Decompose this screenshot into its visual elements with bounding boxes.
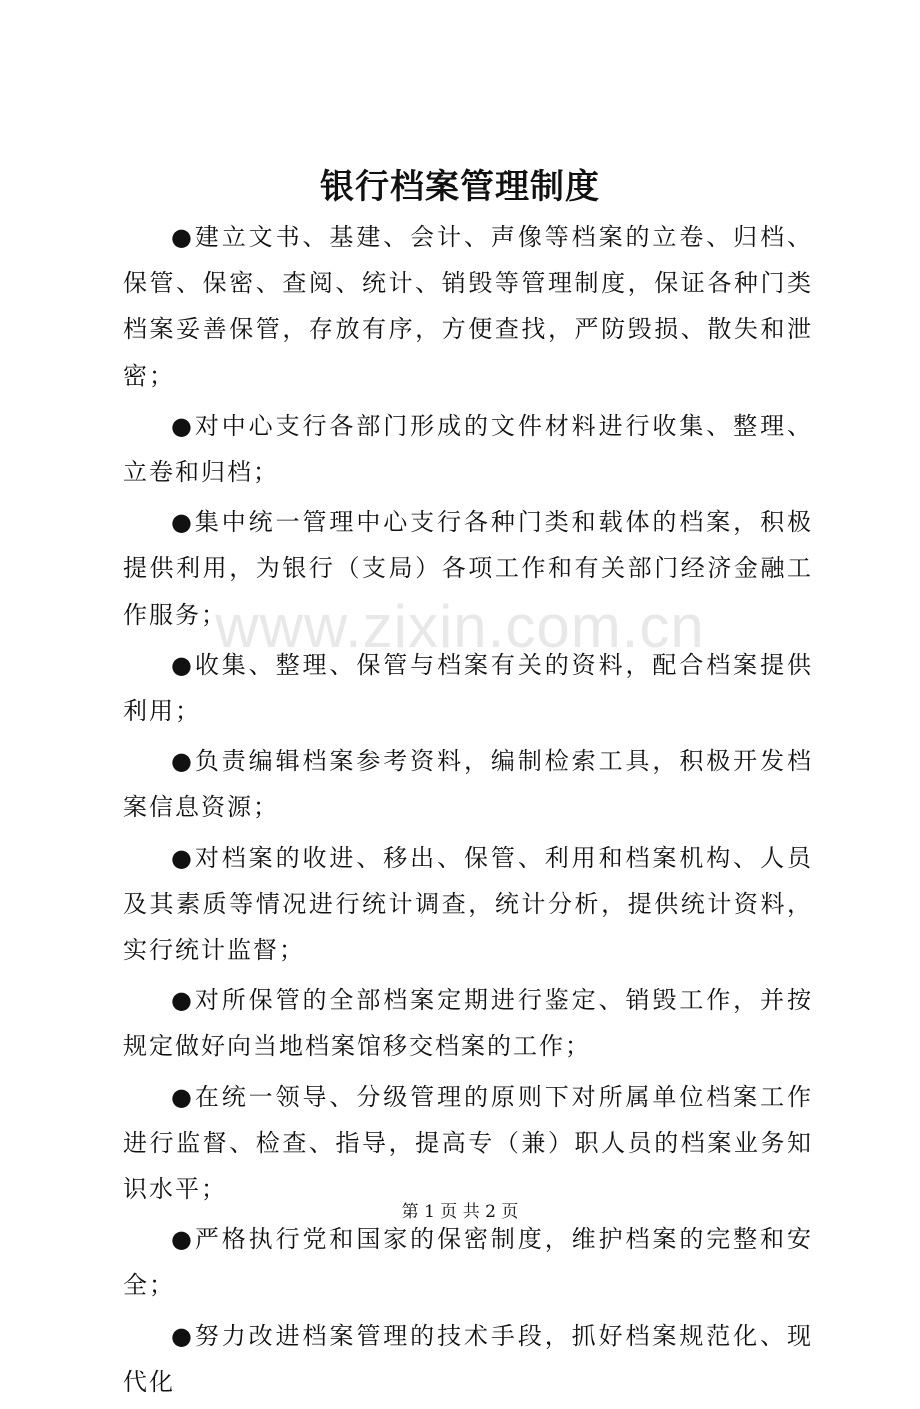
watermark-text: www.zixin.com.cn [215, 593, 705, 660]
page-footer: 第 1 页 共 2 页 [401, 1202, 519, 1222]
paragraph-7: ●对所保管的全部档案定期进行鉴定、销毁工作，并按规定做好向当地档案馆移交档案的工作； [123, 986, 813, 1061]
paragraph-1: ●建立文书、基建、会计、声像等档案的立卷、归档、保管、保密、查阅、统计、销毁等管理制度，保证各种门类档案妥善保管，存放有序，方便查找，严防毁损、散失和泄密； [123, 223, 813, 390]
paragraph-10: ●努力改进档案管理的技术手段，抓好档案规范化、现代化 [123, 1321, 813, 1396]
paragraph-9: ●严格执行党和国家的保密制度，维护档案的完整和安全； [123, 1225, 813, 1300]
paragraph-2: ●对中心支行各部门形成的文件材料进行收集、整理、立卷和归档； [123, 411, 813, 487]
paragraph-8: ●在统一领导、分级管理的原则下对所属单位档案工作进行监督、检查、指导，提高专（兼）职人员的档案业务知识水平； [123, 1082, 813, 1204]
paragraph-3: ●集中统一管理中心支行各种门类和载体的档案，积极提供利用，为银行（支局）各项工作和有关部门经济金融工作服务； [123, 508, 813, 629]
paragraph-5: ●负责编辑档案参考资料，编制检索工具，积极开发档案信息资源； [123, 747, 813, 822]
page-title: 银行档案管理制度 [320, 167, 600, 207]
paragraph-6: ●对档案的收进、移出、保管、利用和档案机构、人员及其素质等情况进行统计调查，统计分析，提供统计资料，实行统计监督； [123, 843, 813, 965]
paragraph-4: ●收集、整理、保管与档案有关的资料，配合档案提供利用； [123, 650, 813, 726]
document-body [123, 214, 813, 1409]
